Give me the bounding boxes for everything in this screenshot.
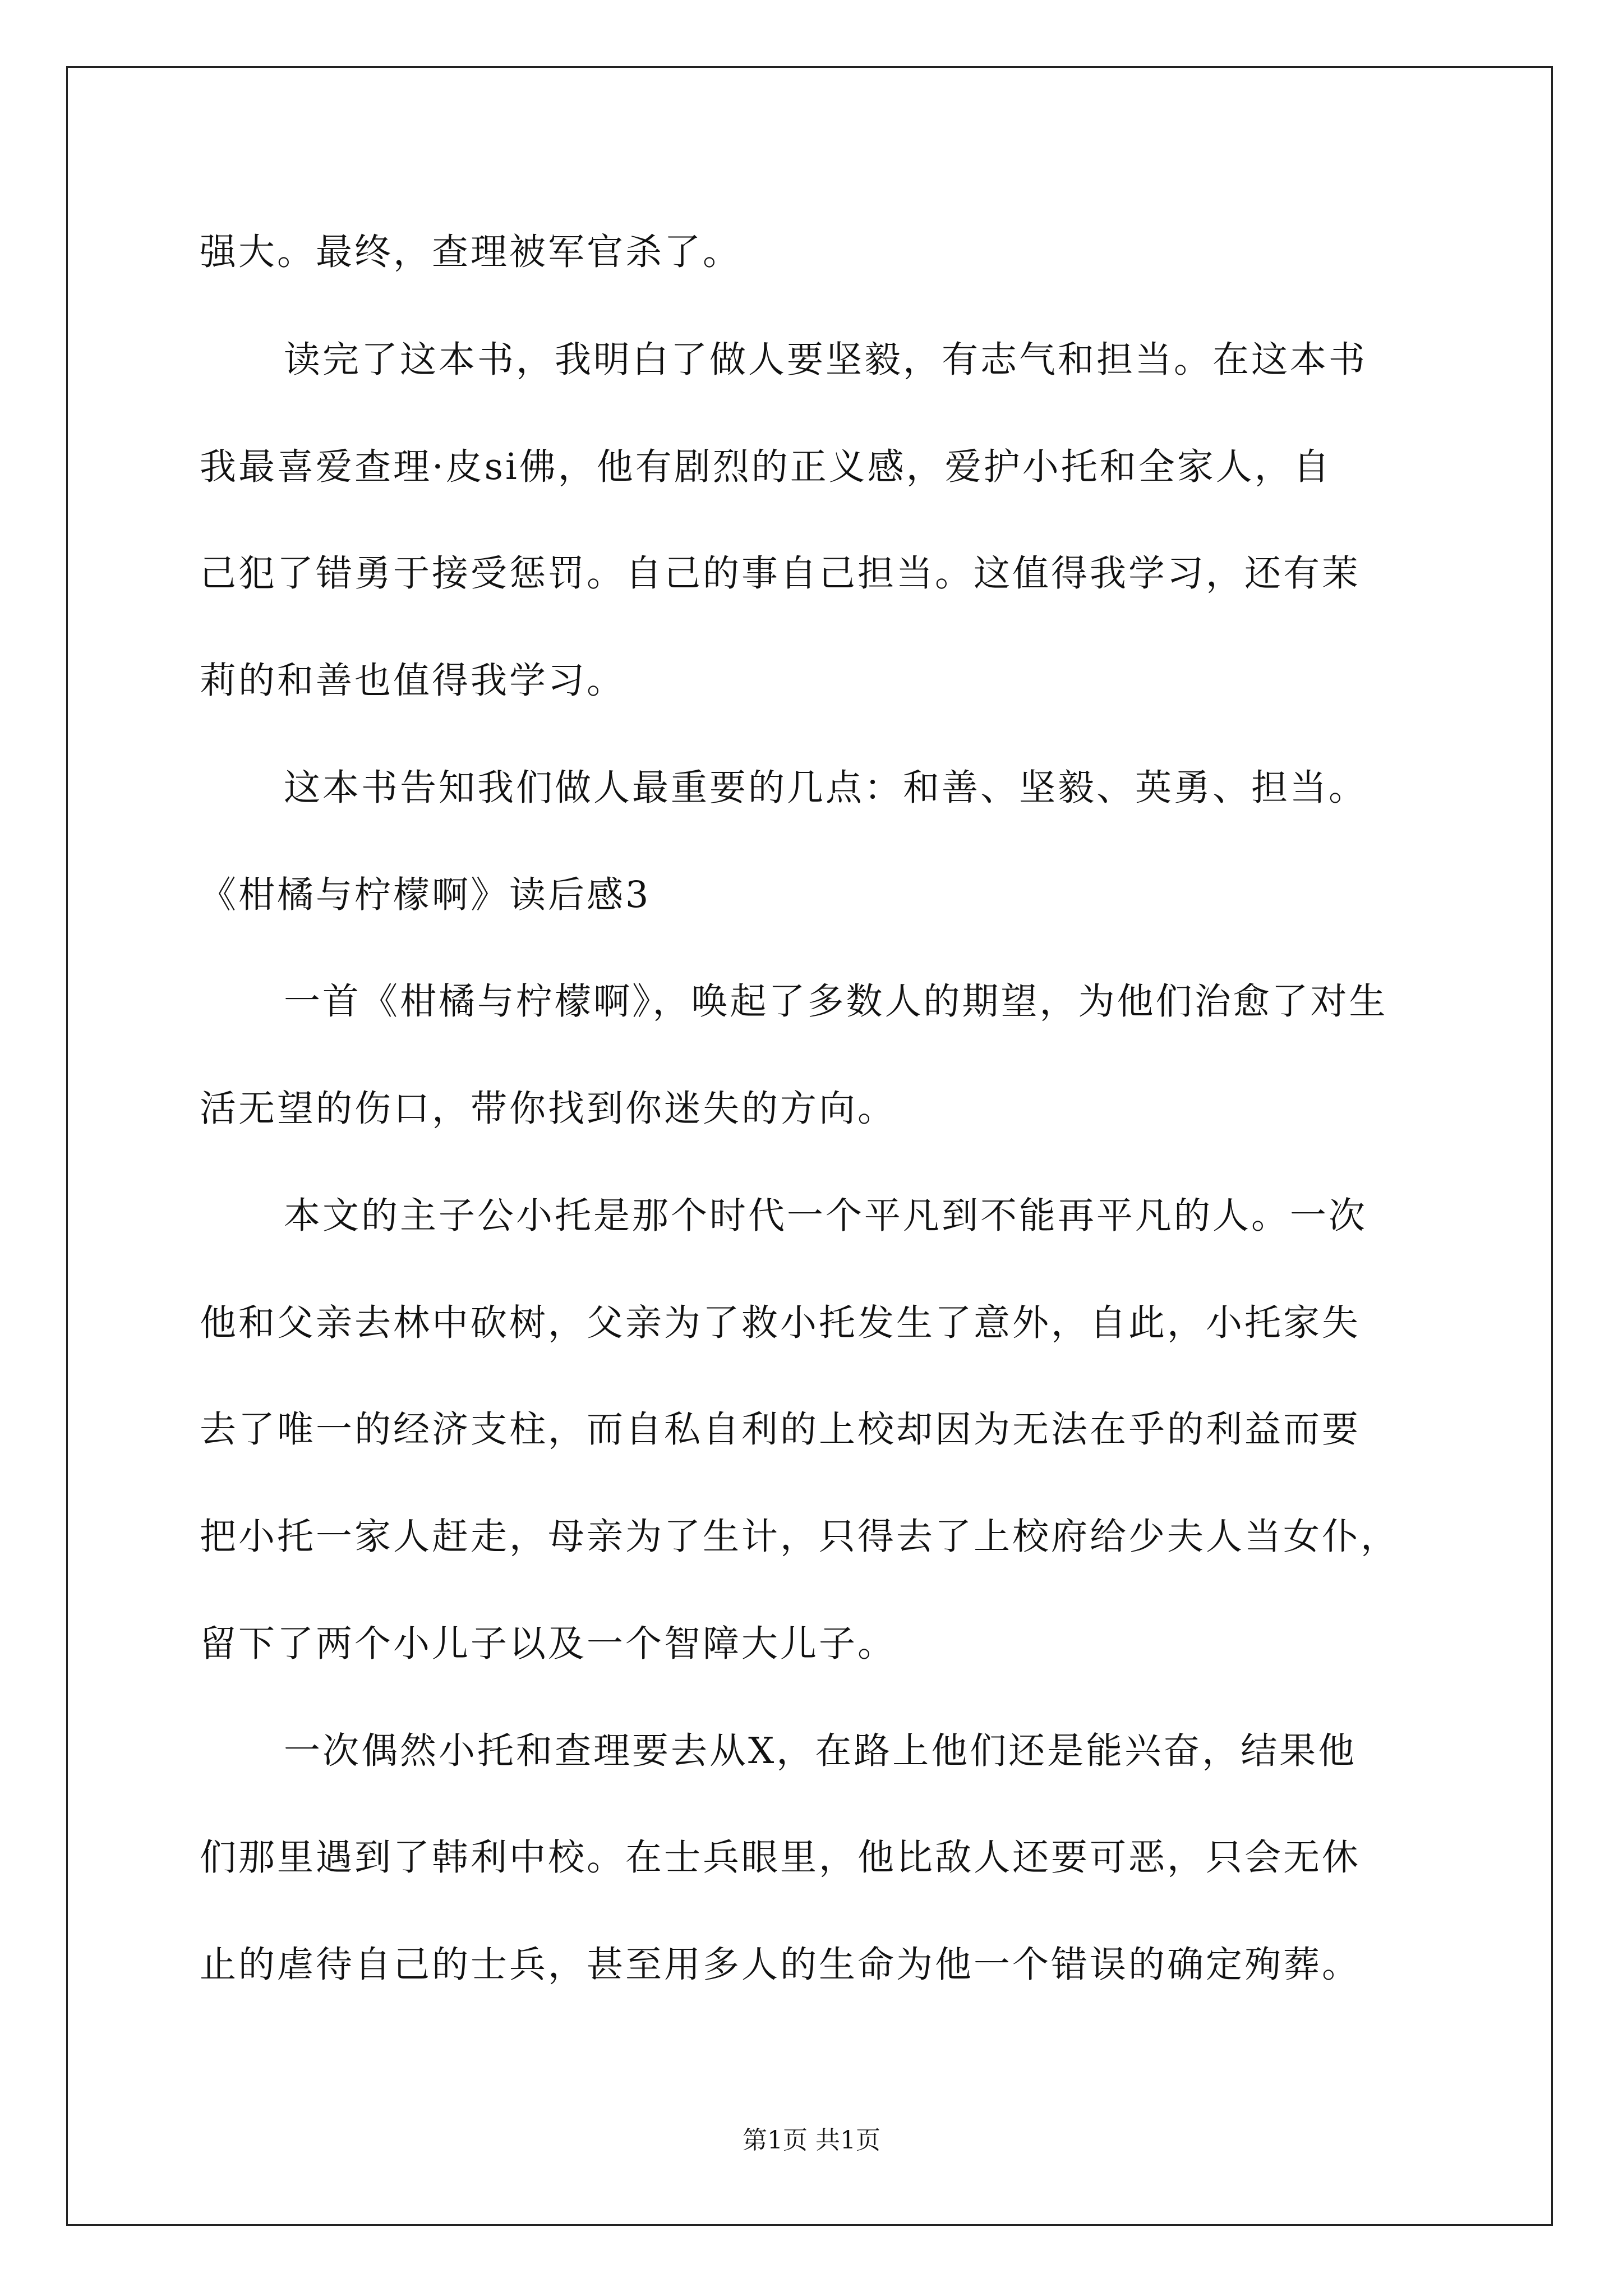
text-line: 一次偶然小托和查理要去从X，在路上他们还是能兴奋，结果他 xyxy=(284,1730,1357,1772)
text-line: 止的虐待自己的士兵，甚至用多人的生命为他一个错误的确定殉葬。 xyxy=(200,1944,1361,1986)
text-line: 一首《柑橘与柠檬啊》，唤起了多数人的期望，为他们治愈了对生 xyxy=(284,981,1388,1023)
page-number-footer: 第1页 共1页 xyxy=(743,2126,880,2155)
text-line: 读完了这本书，我明白了做人要坚毅，有志气和担当。在这本书 xyxy=(284,339,1368,381)
text-line: 他和父亲去林中砍树，父亲为了救小托发生了意外，自此，小托家失 xyxy=(200,1302,1361,1344)
text-line: 强大。最终，查理被军官杀了。 xyxy=(200,231,742,273)
text-line: 去了唯一的经济支柱，而自私自利的上校却因为无法在乎的利益而要 xyxy=(200,1409,1361,1451)
page-border xyxy=(66,66,1553,2226)
text-line: 把小托一家人赶走，母亲为了生计，只得去了上校府给少夫人当女仆， xyxy=(200,1516,1400,1558)
text-line: 莉的和善也值得我学习。 xyxy=(200,660,626,702)
text-line: 本文的主子公小托是那个时代一个平凡到不能再平凡的人。一次 xyxy=(284,1195,1368,1237)
text-line: 这本书告知我们做人最重要的几点：和善、坚毅、英勇、担当。 xyxy=(284,767,1368,809)
text-line: 己犯了错勇于接受惩罚。自己的事自己担当。这值得我学习，还有茉 xyxy=(200,553,1361,595)
text-line: 们那里遇到了韩利中校。在士兵眼里，他比敌人还要可恶，只会无休 xyxy=(200,1837,1361,1879)
text-line: 活无望的伤口，带你找到你迷失的方向。 xyxy=(200,1088,897,1130)
text-line: 我最喜爱查理·皮si佛，他有剧烈的正义感，爱护小托和全家人，自 xyxy=(200,446,1332,488)
text-line: 留下了两个小儿子以及一个智障大儿子。 xyxy=(200,1623,897,1665)
section-heading: 《柑橘与柠檬啊》读后感3 xyxy=(200,874,651,916)
